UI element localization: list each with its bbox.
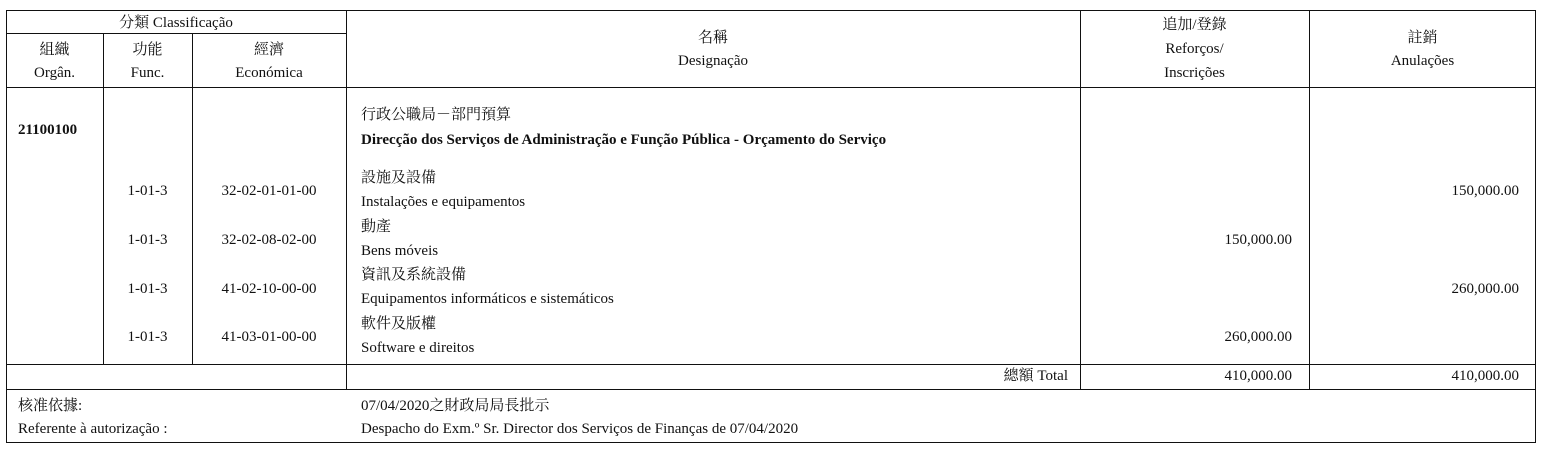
row-name-zh: 軟件及版權 [361, 316, 437, 332]
organ-header-zh: 組織 [39, 42, 70, 58]
organ-code: 21100100 [18, 122, 78, 138]
row-name-pt: Bens móveis [361, 243, 439, 259]
designation-header-pt: Designação [678, 53, 748, 69]
row-name-pt: Equipamentos informáticos e sistemáticos [361, 291, 614, 307]
total-reinforcement: 410,000.00 [1224, 368, 1292, 384]
row-cancellation: 260,000.00 [1451, 281, 1519, 297]
designation-header-zh: 名稱 [697, 30, 728, 46]
row-name-pt: Instalações e equipamentos [361, 194, 526, 210]
rule-total-bottom [6, 389, 1536, 390]
organ-header-pt: Orgân. [34, 65, 75, 81]
authorization-text-pt: Despacho do Exm.º Sr. Director dos Serviços de Finanças de 07/04/2020 [361, 421, 799, 437]
rule-header-bottom [6, 87, 1536, 88]
department-name-zh: 行政公職局－部門預算 [361, 107, 512, 123]
row-func: 1-01-3 [127, 281, 168, 297]
row-cancellation: 150,000.00 [1451, 183, 1519, 199]
department-name-pt: Direcção dos Serviços de Administração e Função Pública - Orçamento do Serviço [361, 132, 887, 148]
cancellation-header-zh: 註銷 [1407, 30, 1438, 46]
row-name-zh: 設施及設備 [361, 170, 437, 186]
authorization-label-pt: Referente à autorização : [18, 421, 168, 437]
row-reinforcement: 260,000.00 [1224, 329, 1292, 345]
row-reinforcement: 150,000.00 [1224, 232, 1292, 248]
total-label: 總額 Total [1003, 368, 1068, 384]
reinforcement-header-pt2: Inscrições [1164, 65, 1225, 81]
authorization-label-zh: 核准依據: [18, 398, 83, 414]
total-cancellation: 410,000.00 [1451, 368, 1519, 384]
reinforcement-header-pt1: Reforços/ [1165, 41, 1224, 57]
row-name-zh: 資訊及系統設備 [361, 267, 467, 283]
func-header-zh: 功能 [132, 42, 163, 58]
row-func: 1-01-3 [127, 232, 168, 248]
authorization-text-zh: 07/04/2020之財政局局長批示 [361, 398, 550, 414]
row-func: 1-01-3 [127, 183, 168, 199]
row-name-pt: Software e direitos [361, 340, 475, 356]
row-econ: 32-02-08-02-00 [221, 232, 317, 248]
row-econ: 41-03-01-00-00 [221, 329, 317, 345]
row-econ: 41-02-10-00-00 [221, 281, 317, 297]
func-header-pt: Func. [130, 65, 165, 81]
econ-header-pt: Económica [235, 65, 303, 81]
rule-total-top [6, 364, 1536, 365]
classification-header: 分類 Classificação [119, 15, 233, 31]
cancellation-header-pt: Anulações [1390, 53, 1455, 69]
econ-header-zh: 經濟 [253, 42, 284, 58]
row-name-zh: 動產 [361, 219, 392, 235]
rule-classification [6, 33, 346, 34]
row-func: 1-01-3 [127, 329, 168, 345]
row-econ: 32-02-01-01-00 [221, 183, 317, 199]
reinforcement-header-zh: 追加/登錄 [1162, 17, 1227, 33]
